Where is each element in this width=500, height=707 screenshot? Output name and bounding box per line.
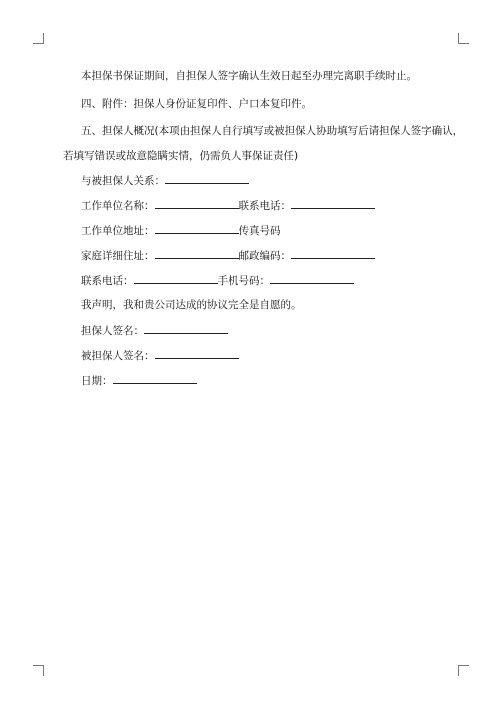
guaranteed-sign-field[interactable] bbox=[155, 348, 239, 359]
contact-phone-field[interactable] bbox=[291, 198, 375, 209]
guarantee-period-paragraph: 本担保书保证期间，自担保人签字确认生效日起至办理完离职手续时止。 bbox=[81, 70, 417, 82]
mobile-label: 手机号码： bbox=[217, 275, 270, 287]
employer-name-row bbox=[81, 198, 375, 213]
date-row bbox=[81, 373, 197, 388]
guarantor-sign-label: 担保人签名： bbox=[81, 325, 144, 337]
employer-address-row bbox=[81, 223, 281, 238]
guaranteed-signature-row bbox=[81, 348, 239, 363]
contact-phone2-field[interactable] bbox=[134, 273, 218, 284]
crop-mark-top-right bbox=[458, 33, 469, 44]
guarantor-overview-paragraph: 五、担保人概况(本项由担保人自行填写或被担保人协助填写后请担保人签字确认， bbox=[81, 125, 464, 137]
attachments-paragraph: 四、附件：担保人身份证复印件、户口本复印件。 bbox=[81, 98, 312, 110]
employer-name-field[interactable] bbox=[155, 198, 239, 209]
postcode-field[interactable] bbox=[291, 248, 375, 259]
relation-row bbox=[81, 173, 249, 188]
postcode-label: 邮政编码： bbox=[238, 250, 291, 262]
guarantor-signature-row bbox=[81, 323, 228, 338]
home-address-field[interactable] bbox=[155, 248, 239, 259]
home-address-label: 家庭详细住址： bbox=[81, 250, 155, 262]
contact-phone2-label: 联系电话： bbox=[81, 275, 134, 287]
home-address-row bbox=[81, 248, 375, 263]
relation-label: 与被担保人关系： bbox=[81, 175, 165, 187]
relation-field[interactable] bbox=[165, 173, 249, 184]
employer-name-label: 工作单位名称： bbox=[81, 200, 155, 212]
phone-row bbox=[81, 273, 354, 288]
contact-phone-label: 联系电话： bbox=[238, 200, 291, 212]
employer-address-field[interactable] bbox=[155, 223, 239, 234]
crop-mark-top-left bbox=[33, 33, 44, 44]
employer-address-label: 工作单位地址： bbox=[81, 225, 155, 237]
guaranteed-sign-label: 被担保人签名： bbox=[81, 350, 155, 362]
date-label: 日期： bbox=[81, 375, 113, 387]
crop-mark-bottom-right bbox=[458, 665, 469, 676]
crop-mark-bottom-left bbox=[33, 665, 44, 676]
guarantor-overview-continuation: 若填写错误或故意隐瞒实情，仍需负人事保证责任) bbox=[63, 150, 299, 162]
date-field[interactable] bbox=[113, 373, 197, 384]
fax-label: 传真号码 bbox=[238, 225, 281, 237]
guarantor-sign-field[interactable] bbox=[144, 323, 228, 334]
voluntary-statement: 我声明，我和贵公司达成的协议完全是自愿的。 bbox=[81, 299, 302, 311]
mobile-field[interactable] bbox=[270, 273, 354, 284]
